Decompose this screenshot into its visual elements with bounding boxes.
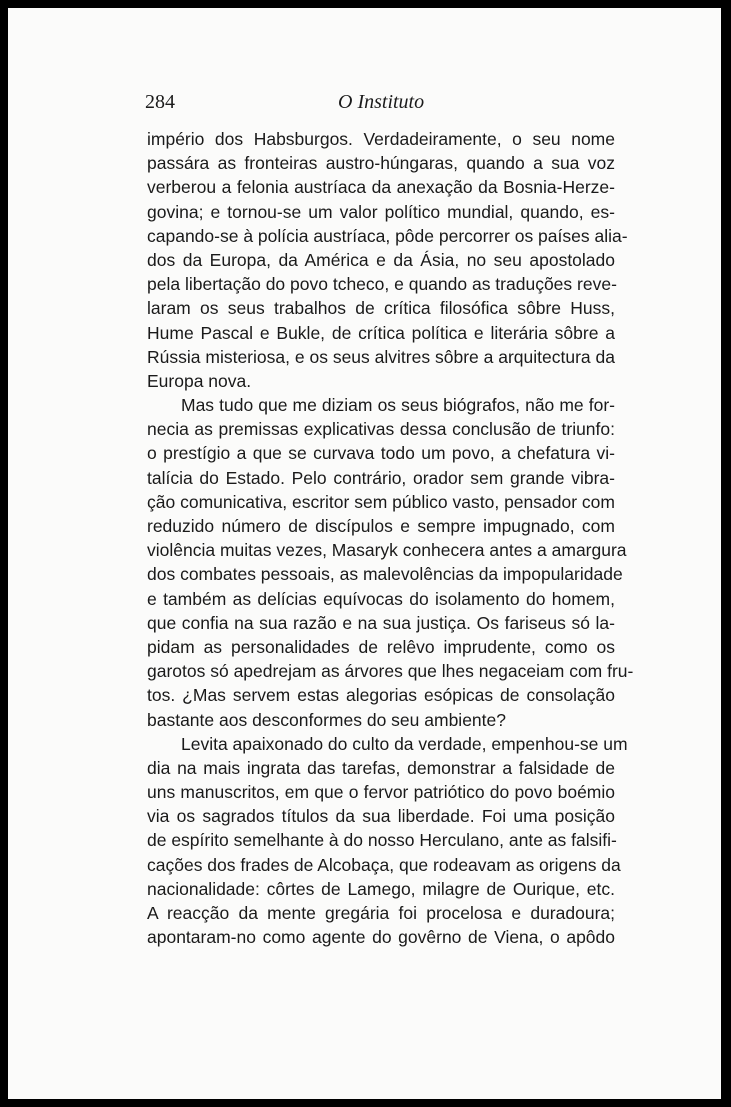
text-line: violência muitas vezes, Masaryk conhecera antes a amargura [147, 540, 627, 561]
book-page [8, 8, 724, 1099]
text-line: nacionalidade: côrtes de Lamego, milagre de Ourique, etc. [147, 878, 615, 899]
text-line: necia as premissas explicativas dessa conclusão de triunfo: [147, 419, 615, 440]
text-line: pidam as personalidades de relêvo imprudente, como os [147, 636, 615, 657]
page-header [8, 91, 721, 117]
text-line: tos. ¿Mas servem estas alegorias esópicas de consolação [147, 685, 615, 706]
text-line: reduzido número de discípulos e sempre impugnado, com [147, 516, 615, 536]
text-line: dia na mais ingrata das tarefas, demonstrar a falsidade de [147, 757, 615, 778]
text-line: talícia do Estado. Pelo contrário, orador sem grande vibra- [147, 467, 615, 488]
text-line: Levita apaixonado do culto da verdade, empenhou-se um [181, 733, 628, 754]
page-number: 284 [145, 91, 175, 113]
text-line: o prestígio a que se curvava todo um povo, a chefatura vi- [147, 443, 615, 464]
text-line: Rússia misteriosa, e os seus alvitres sôbre a arquitectura da [147, 346, 615, 367]
text-line: bastante aos desconformes do seu ambiente? [147, 709, 506, 730]
text-line: A reacção da mente gregária foi procelosa e duradoura; [147, 903, 615, 923]
text-line: que confia na sua razão e na sua justiça. Os fariseus só la- [147, 612, 615, 633]
text-line: império dos Habsburgos. Verdadeiramente, o seu nome [147, 129, 615, 149]
text-line: Mas tudo que me diziam os seus biógrafos, não me for- [181, 395, 615, 416]
text-line: govina; e tornou-se um valor político mundial, quando, es- [147, 201, 615, 222]
text-line: laram os seus trabalhos de crítica filosófica sôbre Huss, [147, 298, 615, 319]
text-line: Europa nova. [147, 370, 252, 391]
text-line: dos combates pessoais, as malevolências da impopularidade [147, 564, 623, 585]
text-line: verberou a felonia austríaca da anexação da Bosnia-Herze- [147, 177, 615, 198]
text-line: garotos só apedrejam as árvores que lhes negaceiam com fru- [147, 661, 634, 682]
text-line: apontaram-no como agente do govêrno de Viena, o apôdo [147, 927, 615, 948]
body-text [147, 127, 634, 949]
text-line: ção comunicativa, escritor sem público vasto, pensador com [147, 491, 615, 512]
text-line: capando-se à polícia austríaca, pôde percorrer os países alia- [147, 225, 628, 246]
text-line: de espírito semelhante à do nosso Herculano, ante as falsifi- [147, 830, 617, 851]
text-line: dos da Europa, da América e da Ásia, no seu apostolado [147, 249, 615, 270]
text-line: via os sagrados títulos da sua liberdade. Foi uma posição [147, 806, 615, 827]
text-line: Hume Pascal e Bukle, de crítica política e literária sôbre a [147, 322, 615, 343]
text-line: uns manuscritos, em que o fervor patriótico do povo boémio [147, 782, 615, 803]
running-title: O Instituto [338, 91, 425, 113]
text-line: passára as fronteiras austro-húngaras, quando a sua voz [147, 153, 615, 174]
text-line: pela libertação do povo tcheco, e quando as traduções reve- [147, 274, 617, 295]
text-line: cações dos frades de Alcobaça, que rodeavam as origens da [147, 854, 621, 875]
text-line: e também as delícias equívocas do isolamento do homem, [147, 588, 615, 609]
